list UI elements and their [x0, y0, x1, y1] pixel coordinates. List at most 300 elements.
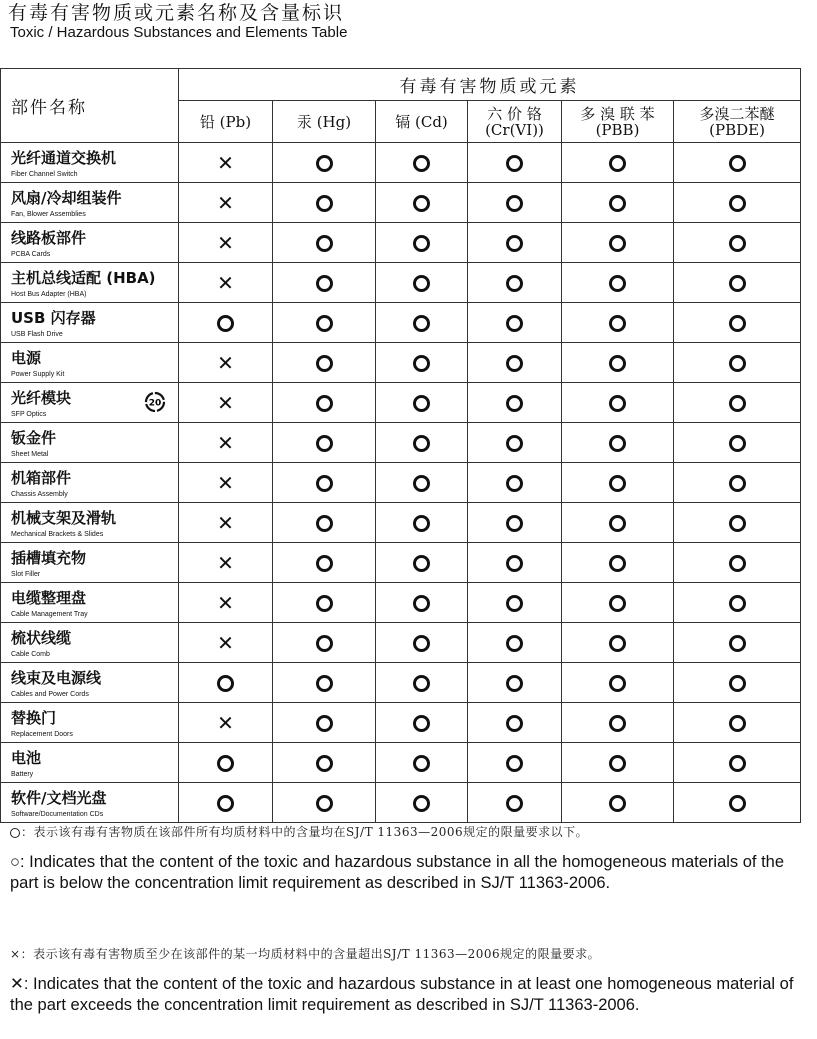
table-title-zh: 有毒有害物质或元素名称及含量标识: [8, 2, 345, 24]
mark-cell: [376, 663, 468, 703]
compliant-ring-icon: [413, 155, 430, 172]
part-name-zh: 主机总线适配 (HBA): [11, 269, 156, 287]
compliant-ring-icon: [729, 195, 746, 212]
mark-cell: [674, 543, 801, 583]
compliant-ring-icon: [729, 275, 746, 292]
mark-cell: [562, 463, 674, 503]
compliant-ring-icon: [609, 715, 626, 732]
mark-cell: [674, 383, 801, 423]
mark-cell: [376, 263, 468, 303]
mark-cell: [562, 623, 674, 663]
mark-cell: [468, 383, 562, 423]
mark-cell: [376, 543, 468, 583]
mark-cell: [376, 343, 468, 383]
substances-table: [0, 68, 801, 823]
mark-cell: [376, 383, 468, 423]
exceeds-cross-icon: ✕: [217, 190, 234, 215]
mark-cell: [674, 303, 801, 343]
part-name-zh: USB 闪存器: [11, 309, 96, 327]
compliant-ring-icon: [217, 755, 234, 772]
part-name-en: Slot Filler: [11, 571, 41, 578]
compliant-ring-icon: [609, 675, 626, 692]
part-name-header: 部件名称: [1, 69, 179, 143]
substance-column-header: [562, 101, 674, 143]
cross-symbol-icon: ×: [10, 947, 21, 961]
compliant-ring-icon: [506, 675, 523, 692]
mark-cell: [273, 263, 376, 303]
mark-cell: [179, 463, 273, 503]
note-x-en: ✕: Indicates that the content of the toxic and hazardous substance in at least one homogeneous material of the part exceeds the concentration limit requirement as described in SJ/T 11363-2006.: [10, 975, 794, 1014]
compliant-ring-icon: [729, 675, 746, 692]
table-row: [1, 743, 801, 783]
mark-cell: [273, 663, 376, 703]
substance-column-header: [273, 101, 376, 143]
compliant-ring-icon: [609, 595, 626, 612]
note-o-zh: ：表示该有毒有害物质在该部件所有均质材料中的含量均在SJ/T 11363—2006规定的限量要求以下。: [10, 824, 588, 840]
compliant-ring-icon: [729, 595, 746, 612]
part-name-cell: [1, 463, 179, 503]
mark-cell: [273, 343, 376, 383]
table-row: [1, 383, 801, 423]
part-name-cell: [1, 743, 179, 783]
mark-cell: [179, 223, 273, 263]
note-o-en-text: : Indicates that the content of the toxic and hazardous substance in all the homogeneous materials of the part is below the concentration limit requirement as described in SJ/T 11363-2006.: [10, 853, 785, 892]
compliant-ring-icon: [413, 715, 430, 732]
mark-cell: [179, 503, 273, 543]
substances-group-header: 有毒有害物质或元素: [179, 69, 801, 101]
substance-name: 镉 (Cd): [395, 112, 448, 131]
part-name-cell: [1, 143, 179, 183]
mark-cell: [376, 583, 468, 623]
mark-cell: [273, 583, 376, 623]
note-x-zh: ×：表示该有毒有害物质至少在该部件的某一均质材料中的含量超出SJ/T 11363—2006规定的限量要求。: [10, 947, 601, 961]
mark-cell: [562, 703, 674, 743]
mark-cell: [562, 743, 674, 783]
mark-cell: [179, 663, 273, 703]
compliant-ring-icon: [316, 355, 333, 372]
substance-name: 六 价 铬: [487, 104, 542, 123]
compliant-ring-icon: [609, 395, 626, 412]
mark-cell: [376, 423, 468, 463]
table-row: [1, 263, 801, 303]
table-row: [1, 183, 801, 223]
part-name-en: Battery: [11, 771, 34, 778]
mark-cell: [376, 503, 468, 543]
mark-cell: [376, 623, 468, 663]
compliant-ring-icon: [729, 435, 746, 452]
mark-cell: [674, 423, 801, 463]
mark-cell: [674, 183, 801, 223]
mark-cell: [562, 303, 674, 343]
part-name-en: Host Bus Adapter (HBA): [11, 291, 87, 298]
part-name-cell: [1, 583, 179, 623]
mark-cell: [562, 343, 674, 383]
mark-cell: [468, 423, 562, 463]
mark-cell: [179, 703, 273, 743]
part-name-zh: 软件/文档光盘: [11, 789, 107, 807]
mark-cell: [179, 543, 273, 583]
exceeds-cross-icon: ✕: [217, 150, 234, 175]
mark-cell: [562, 583, 674, 623]
table-row: [1, 623, 801, 663]
compliant-ring-icon: [729, 395, 746, 412]
part-name-en: Mechanical Brackets & Slides: [11, 531, 104, 538]
compliant-ring-icon: [506, 315, 523, 332]
mark-cell: [273, 143, 376, 183]
mark-cell: [468, 543, 562, 583]
part-name-zh: 风扇/冷却组装件: [11, 189, 122, 207]
exceeds-cross-icon: ✕: [217, 710, 234, 735]
mark-cell: [179, 343, 273, 383]
part-name-zh: 电源: [11, 349, 42, 367]
compliant-ring-icon: [413, 475, 430, 492]
part-name-zh: 线路板部件: [11, 229, 87, 247]
part-name-cell: [1, 783, 179, 823]
part-name-en: USB Flash Drive: [11, 331, 63, 338]
mark-cell: [273, 423, 376, 463]
part-name-cell: [1, 303, 179, 343]
mark-cell: [376, 783, 468, 823]
compliant-ring-icon: [413, 355, 430, 372]
substance-column-header: [376, 101, 468, 143]
compliant-ring-icon: [506, 715, 523, 732]
compliant-ring-icon: [729, 515, 746, 532]
mark-cell: [179, 143, 273, 183]
mark-cell: [179, 583, 273, 623]
mark-cell: [376, 703, 468, 743]
mark-cell: [468, 743, 562, 783]
substance-name: 多 溴 联 苯: [580, 104, 655, 123]
note-o-en: ○: Indicates that the content of the toxic and hazardous substance in all the homogeneous materials of the part is below the concentration limit requirement as described in SJ/T 11363-2006.: [10, 853, 785, 892]
compliant-ring-icon: [609, 315, 626, 332]
part-name-cell: [1, 343, 179, 383]
part-name-cell: [1, 383, 179, 423]
mark-cell: [674, 263, 801, 303]
compliant-ring-icon: [316, 715, 333, 732]
compliant-ring-icon: [217, 315, 234, 332]
compliant-ring-icon: [413, 395, 430, 412]
compliant-ring-icon: [413, 555, 430, 572]
compliant-ring-icon: [413, 675, 430, 692]
part-name-cell: [1, 223, 179, 263]
mark-cell: [468, 783, 562, 823]
compliant-ring-icon: [316, 435, 333, 452]
compliant-ring-icon: [316, 475, 333, 492]
substance-column-header: [468, 101, 562, 143]
compliant-ring-icon: [729, 635, 746, 652]
compliant-ring-icon: [413, 635, 430, 652]
compliant-ring-icon: [506, 635, 523, 652]
efup-20-years-icon: [144, 391, 166, 413]
mark-cell: [674, 143, 801, 183]
compliant-ring-icon: [729, 715, 746, 732]
compliant-ring-icon: [609, 355, 626, 372]
part-name-en: Fan, Blower Assemblies: [11, 211, 86, 218]
mark-cell: [562, 423, 674, 463]
mark-cell: [376, 303, 468, 343]
compliant-ring-icon: [729, 355, 746, 372]
part-name-zh: 线束及电源线: [11, 669, 102, 687]
mark-cell: [273, 623, 376, 663]
compliant-ring-icon: [506, 195, 523, 212]
mark-cell: [562, 543, 674, 583]
compliant-ring-icon: [609, 795, 626, 812]
substance-name: 铅 (Pb): [199, 112, 252, 131]
exceeds-cross-icon: ✕: [217, 350, 234, 375]
part-name-cell: [1, 543, 179, 583]
mark-cell: [179, 743, 273, 783]
part-name-zh: 光纤模块: [11, 389, 72, 407]
mark-cell: [562, 663, 674, 703]
mark-cell: [179, 303, 273, 343]
mark-cell: [562, 383, 674, 423]
part-name-zh: 光纤通道交换机: [11, 149, 117, 167]
table-row: [1, 663, 801, 703]
mark-cell: [674, 583, 801, 623]
compliant-ring-icon: [729, 475, 746, 492]
part-name-en: SFP Optics: [11, 411, 47, 418]
mark-cell: [468, 503, 562, 543]
mark-cell: [179, 263, 273, 303]
part-name-cell: [1, 503, 179, 543]
compliant-ring-icon: [413, 755, 430, 772]
compliant-ring-icon: [413, 795, 430, 812]
compliant-ring-icon: [316, 635, 333, 652]
mark-cell: [179, 623, 273, 663]
mark-cell: [468, 183, 562, 223]
mark-cell: [674, 743, 801, 783]
compliant-ring-icon: [609, 435, 626, 452]
exceeds-cross-icon: ✕: [217, 510, 234, 535]
part-name-zh: 替换门: [11, 709, 57, 727]
compliant-ring-icon: [609, 235, 626, 252]
mark-cell: [674, 703, 801, 743]
mark-cell: [562, 143, 674, 183]
substance-name: 汞 (Hg): [296, 112, 352, 131]
mark-cell: [376, 143, 468, 183]
mark-cell: [674, 623, 801, 663]
mark-cell: [273, 463, 376, 503]
part-name-zh: 电池: [11, 749, 42, 767]
compliant-ring-icon: [506, 795, 523, 812]
compliant-ring-icon: [316, 275, 333, 292]
table-row: [1, 583, 801, 623]
note-x-en-text: : Indicates that the content of the toxic and hazardous substance in at least one homogeneous material of the part exceeds the concentration limit requirement as described in SJ/T 11363-2006.: [10, 975, 794, 1014]
exceeds-cross-icon: ✕: [217, 550, 234, 575]
compliant-ring-icon: [413, 195, 430, 212]
mark-cell: [468, 223, 562, 263]
mark-cell: [273, 223, 376, 263]
compliant-ring-icon: [729, 795, 746, 812]
compliant-ring-icon: [413, 315, 430, 332]
ring-symbol-icon: [10, 828, 20, 838]
mark-cell: [273, 503, 376, 543]
compliant-ring-icon: [609, 755, 626, 772]
part-name-cell: [1, 703, 179, 743]
mark-cell: [468, 143, 562, 183]
mark-cell: [468, 583, 562, 623]
mark-cell: [674, 663, 801, 703]
compliant-ring-icon: [316, 675, 333, 692]
part-name-en: Chassis Assembly: [11, 491, 68, 498]
compliant-ring-icon: [413, 515, 430, 532]
compliant-ring-icon: [316, 235, 333, 252]
compliant-ring-icon: [316, 795, 333, 812]
mark-cell: [674, 343, 801, 383]
mark-cell: [562, 503, 674, 543]
mark-cell: [273, 303, 376, 343]
mark-cell: [273, 703, 376, 743]
compliant-ring-icon: [609, 155, 626, 172]
mark-cell: [562, 783, 674, 823]
compliant-ring-icon: [506, 755, 523, 772]
compliant-ring-icon: [609, 635, 626, 652]
table-row: [1, 303, 801, 343]
table-row: [1, 543, 801, 583]
compliant-ring-icon: [506, 515, 523, 532]
table-row: [1, 503, 801, 543]
compliant-ring-icon: [413, 435, 430, 452]
part-name-en: Sheet Metal: [11, 451, 49, 458]
mark-cell: [674, 503, 801, 543]
compliant-ring-icon: [729, 315, 746, 332]
part-name-en: Software/Documentation CDs: [11, 811, 104, 818]
mark-cell: [468, 343, 562, 383]
substance-column-header: [179, 101, 273, 143]
mark-cell: [179, 383, 273, 423]
compliant-ring-icon: [609, 515, 626, 532]
part-name-en: Cable Management Tray: [11, 611, 88, 618]
compliant-ring-icon: [609, 195, 626, 212]
mark-cell: [468, 663, 562, 703]
compliant-ring-icon: [316, 195, 333, 212]
compliant-ring-icon: [506, 355, 523, 372]
part-name-zh: 梳状线缆: [11, 629, 72, 647]
mark-cell: [468, 463, 562, 503]
compliant-ring-icon: [506, 235, 523, 252]
mark-cell: [468, 303, 562, 343]
compliant-ring-icon: [413, 235, 430, 252]
exceeds-cross-icon: ✕: [217, 430, 234, 455]
table-row: [1, 423, 801, 463]
compliant-ring-icon: [729, 755, 746, 772]
part-name-zh: 机箱部件: [11, 469, 72, 487]
compliant-ring-icon: [217, 675, 234, 692]
mark-cell: [376, 223, 468, 263]
mark-cell: [674, 223, 801, 263]
table-row: [1, 703, 801, 743]
part-name-cell: [1, 423, 179, 463]
mark-cell: [376, 743, 468, 783]
compliant-ring-icon: [316, 755, 333, 772]
mark-cell: [468, 703, 562, 743]
compliant-ring-icon: [506, 595, 523, 612]
mark-cell: [468, 263, 562, 303]
compliant-ring-icon: [506, 275, 523, 292]
substance-symbol: (PBDE): [709, 120, 765, 139]
compliant-ring-icon: [316, 315, 333, 332]
compliant-ring-icon: [506, 555, 523, 572]
exceeds-cross-icon: ✕: [217, 590, 234, 615]
compliant-ring-icon: [729, 235, 746, 252]
part-name-cell: [1, 183, 179, 223]
compliant-ring-icon: [316, 155, 333, 172]
substance-symbol: (PBB): [595, 120, 640, 139]
mark-cell: [273, 783, 376, 823]
table-title-en: Toxic / Hazardous Substances and Elements Table: [10, 24, 348, 41]
compliant-ring-icon: [609, 555, 626, 572]
compliant-ring-icon: [609, 275, 626, 292]
compliant-ring-icon: [316, 515, 333, 532]
compliant-ring-icon: [506, 475, 523, 492]
compliant-ring-icon: [217, 795, 234, 812]
exceeds-cross-icon: ✕: [217, 470, 234, 495]
table-row: [1, 463, 801, 503]
mark-cell: [179, 183, 273, 223]
part-name-en: Fiber Channel Switch: [11, 171, 78, 178]
mark-cell: [376, 463, 468, 503]
part-name-en: Replacement Doors: [11, 731, 73, 738]
mark-cell: [179, 783, 273, 823]
compliant-ring-icon: [506, 395, 523, 412]
mark-cell: [273, 743, 376, 783]
compliant-ring-icon: [729, 555, 746, 572]
mark-cell: [179, 423, 273, 463]
part-name-en: PCBA Cards: [11, 251, 51, 258]
compliant-ring-icon: [316, 395, 333, 412]
part-name-en: Power Supply Kit: [11, 371, 65, 378]
part-name-en: Cable Comb: [11, 651, 50, 658]
part-name-zh: 钣金件: [11, 429, 57, 447]
compliant-ring-icon: [316, 555, 333, 572]
mark-cell: [468, 623, 562, 663]
part-name-zh: 插槽填充物: [11, 549, 87, 567]
exceeds-cross-icon: ✕: [217, 390, 234, 415]
mark-cell: [562, 183, 674, 223]
mark-cell: [562, 223, 674, 263]
compliant-ring-icon: [413, 275, 430, 292]
mark-cell: [376, 183, 468, 223]
table-row: [1, 143, 801, 183]
compliant-ring-icon: [729, 155, 746, 172]
efup-years-label: 20: [148, 398, 162, 409]
table-row: [1, 223, 801, 263]
mark-cell: [273, 183, 376, 223]
exceeds-cross-icon: ✕: [217, 630, 234, 655]
compliant-ring-icon: [413, 595, 430, 612]
mark-cell: [273, 383, 376, 423]
table-row: [1, 783, 801, 823]
mark-cell: [674, 463, 801, 503]
note-x-zh-text: 表示该有毒有害物质至少在该部件的某一均质材料中的含量超出SJ/T 11363—2006规定的限量要求。: [33, 947, 601, 961]
mark-cell: [562, 263, 674, 303]
exceeds-cross-icon: ✕: [217, 230, 234, 255]
mark-cell: [674, 783, 801, 823]
part-name-cell: [1, 623, 179, 663]
table-row: [1, 343, 801, 383]
substance-symbol: (Cr(VI)): [485, 120, 544, 139]
note-o-zh-text: 表示该有毒有害物质在该部件所有均质材料中的含量均在SJ/T 11363—2006规定的限量要求以下。: [33, 825, 589, 839]
part-name-cell: [1, 263, 179, 303]
part-name-cell: [1, 663, 179, 703]
compliant-ring-icon: [316, 595, 333, 612]
compliant-ring-icon: [506, 435, 523, 452]
compliant-ring-icon: [506, 155, 523, 172]
exceeds-cross-icon: ✕: [217, 270, 234, 295]
compliant-ring-icon: [609, 475, 626, 492]
substance-column-header: [674, 101, 801, 143]
substance-name: 多溴二苯醚: [699, 104, 775, 123]
